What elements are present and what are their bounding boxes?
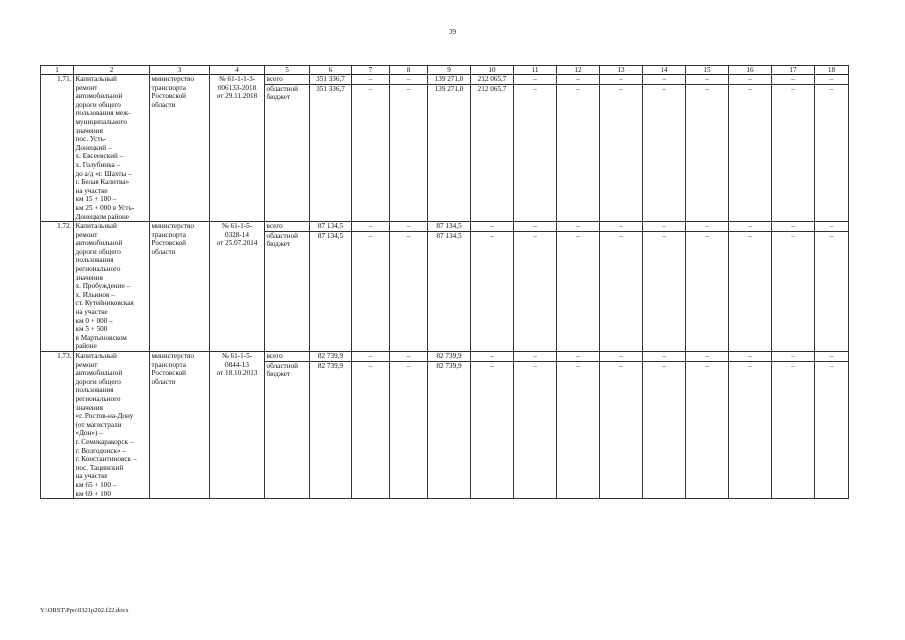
amount-cell: 87 134,5 [428, 231, 471, 351]
object-name-line: км 0 + 000 – [75, 316, 113, 325]
amount-cell: 212 065,7 [471, 84, 514, 222]
amount-cell: – [390, 84, 428, 222]
expertise-doc-line: № 61-1-5- [221, 352, 253, 360]
object-name-line: км 15 + 180 – [75, 195, 117, 204]
object-name-line: г. Белая Калитва» [75, 178, 130, 187]
object-name-line: км 65 + 100 – [75, 480, 117, 489]
object-name-line: км 5 + 500 [75, 325, 108, 334]
object-name-line: пользования [75, 386, 114, 395]
object-name-line: дороги общего [75, 247, 121, 256]
funding-source [265, 361, 310, 499]
object-name-line: «Дон») – [75, 429, 103, 438]
amount-cell: – [772, 231, 815, 351]
object-name-line: автомобильной [75, 369, 123, 378]
object-name-line: значения [75, 403, 103, 412]
object-name-line: г. Семикаракорск – [75, 437, 134, 446]
object-name-line: (от магистрали [75, 420, 122, 429]
amount-cell: 139 271,0 [428, 75, 471, 85]
amount-cell: 82 739,9 [310, 361, 352, 499]
funding-source [265, 231, 310, 351]
amount-cell: – [729, 231, 772, 351]
object-name-line: значения [75, 273, 103, 282]
amount-cell: – [686, 231, 729, 351]
amount-cell: – [643, 352, 686, 362]
customer [150, 75, 210, 222]
amount-cell: – [729, 84, 772, 222]
amount-cell: – [557, 352, 600, 362]
amount-cell: 212 065,7 [471, 75, 514, 85]
amount-cell: – [514, 352, 557, 362]
amount-cell: 87 134,5 [310, 222, 352, 232]
customer-line: области [151, 377, 176, 386]
funding-source-line: бюджет [266, 240, 291, 249]
column-header: 12 [557, 66, 600, 75]
table-row [41, 222, 849, 232]
amount-cell: – [815, 75, 849, 85]
object-name-line: ремонт [75, 230, 98, 239]
object-name-line: Капитальный [75, 352, 117, 360]
customer-line: транспорта [151, 360, 186, 369]
object-name-line: на участке [75, 186, 108, 195]
object-name-line: г. Константиновск – [75, 455, 137, 464]
amount-cell: – [557, 231, 600, 351]
expertise-doc [210, 352, 265, 499]
funding-source-line: областной [266, 84, 298, 93]
object-name-line: на участке [75, 308, 108, 317]
column-header: 11 [514, 66, 557, 75]
object-name-line: ст. Кутейниковская [75, 299, 134, 308]
table-row [41, 352, 849, 362]
amount-cell: – [729, 352, 772, 362]
expertise-doc-line: от 25.07.2014 [216, 239, 258, 248]
amount-cell: – [815, 352, 849, 362]
table-row [41, 75, 849, 85]
header-row [41, 66, 849, 75]
amount-cell: – [643, 75, 686, 85]
object-name [74, 352, 150, 499]
amount-cell: – [600, 84, 643, 222]
amount-cell: – [600, 352, 643, 362]
expertise-doc-line: 0328-14 [225, 230, 249, 239]
page-number: 39 [449, 28, 456, 36]
amount-cell: – [514, 222, 557, 232]
expertise-doc-line: 0844-13 [225, 360, 249, 369]
customer [150, 222, 210, 352]
amount-cell: – [352, 75, 390, 85]
expertise-doc-line: от 18.10.2013 [216, 369, 258, 378]
object-name-line: ремонт [75, 83, 98, 92]
amount-cell: – [686, 75, 729, 85]
object-name-line: районе [75, 342, 97, 351]
table-body [41, 75, 849, 499]
customer-line: области [151, 100, 176, 109]
funding-source-line: областной [266, 231, 298, 240]
expertise-doc-line: № 61-1-5- [221, 222, 253, 231]
object-name [74, 222, 150, 352]
amount-cell: – [772, 84, 815, 222]
amount-cell: – [686, 352, 729, 362]
amount-cell: – [686, 222, 729, 232]
amount-cell: – [600, 75, 643, 85]
amount-cell: – [643, 231, 686, 351]
amount-cell: – [352, 84, 390, 222]
row-number: 1.72. [41, 222, 74, 352]
expertise-doc-line: от 29.11.2018 [216, 92, 258, 101]
expertise-doc [210, 222, 265, 352]
amount-cell: – [686, 361, 729, 499]
object-name-line: регионального [75, 265, 121, 274]
amount-cell: – [815, 222, 849, 232]
amount-cell: – [772, 222, 815, 232]
amount-cell: 139 271,0 [428, 84, 471, 222]
object-name-line: х. Пробуждение – [75, 282, 131, 291]
column-header: 18 [815, 66, 849, 75]
expertise-doc-line: № 61-1-1-3- [218, 75, 256, 83]
column-header: 10 [471, 66, 514, 75]
amount-cell: 82 739,9 [428, 361, 471, 499]
amount-cell: – [390, 231, 428, 351]
expertise-doc-line: 006133-2018 [217, 83, 257, 92]
amount-cell: – [557, 84, 600, 222]
column-header: 3 [150, 66, 210, 75]
row-number: 1.73. [41, 352, 74, 499]
object-name [74, 75, 150, 222]
object-name-line: автомобильной [75, 239, 123, 248]
funding-source-line: бюджет [266, 93, 291, 102]
object-name-line: х. Ильинов – [75, 290, 115, 299]
object-name-line: г. Волгодонск» – [75, 446, 127, 455]
amount-cell: – [729, 361, 772, 499]
customer-line: Ростовской [151, 369, 187, 378]
customer-line: министерство [151, 352, 194, 360]
amount-cell: – [600, 222, 643, 232]
amount-cell: – [600, 231, 643, 351]
amount-cell: – [352, 361, 390, 499]
object-name-line: пользования меж- [75, 109, 131, 118]
amount-cell: – [471, 222, 514, 232]
amount-cell: – [600, 361, 643, 499]
customer-line: министерство [151, 75, 194, 83]
amount-cell: – [471, 361, 514, 499]
customer-line: министерство [151, 222, 194, 231]
amount-cell: 82 739,9 [428, 352, 471, 362]
amount-cell: 87 134,5 [310, 231, 352, 351]
column-header: 5 [265, 66, 310, 75]
object-name-line: Капитальный [75, 75, 117, 83]
column-header: 13 [600, 66, 643, 75]
customer-line: транспорта [151, 230, 186, 239]
amount-cell: – [815, 361, 849, 499]
amount-cell: – [557, 75, 600, 85]
amount-cell: – [643, 222, 686, 232]
object-name-line: пользования [75, 256, 114, 265]
amount-cell: – [352, 222, 390, 232]
column-header: 16 [729, 66, 772, 75]
amount-cell: – [471, 231, 514, 351]
program-table [40, 65, 849, 499]
column-header: 4 [210, 66, 265, 75]
object-name-line: дороги общего [75, 100, 121, 109]
customer-line: Ростовской [151, 239, 187, 248]
amount-cell: – [643, 361, 686, 499]
amount-cell: – [772, 75, 815, 85]
funding-source-line: областной [266, 361, 298, 370]
amount-cell: 87 134,5 [428, 222, 471, 232]
customer-line: области [151, 247, 176, 256]
object-name-line: км 25 + 000 в Усть- [75, 203, 135, 212]
object-name-line: Капитальный [75, 222, 117, 231]
object-name-line: Донецком районе [75, 212, 130, 221]
funding-source: всего [265, 222, 310, 232]
object-name-line: «г. Ростов-на-Дону [75, 412, 134, 421]
customer-line: транспорта [151, 83, 186, 92]
object-name-line: х. Евсеевский – [75, 152, 124, 161]
amount-cell: – [352, 231, 390, 351]
amount-cell: 82 739,9 [310, 352, 352, 362]
funding-source: всего [265, 75, 310, 85]
funding-source-line: бюджет [266, 370, 291, 379]
amount-cell: – [729, 75, 772, 85]
expertise-doc [210, 75, 265, 222]
amount-cell: – [643, 84, 686, 222]
file-path-footer: Y:\ORST\Ppo\0321p202.f22.docx [40, 607, 129, 614]
object-name-line: ремонт [75, 360, 98, 369]
amount-cell: – [772, 352, 815, 362]
column-header: 1 [41, 66, 74, 75]
amount-cell: – [815, 231, 849, 351]
object-name-line: км 69 + 100 [75, 489, 111, 498]
object-name-line: регионального [75, 394, 121, 403]
column-header: 15 [686, 66, 729, 75]
object-name-line: муниципального [75, 117, 127, 126]
column-header: 6 [310, 66, 352, 75]
object-name-line: пос. Усть- [75, 135, 107, 144]
amount-cell: 351 336,7 [310, 84, 352, 222]
row-number: 1.71. [41, 75, 74, 222]
object-name-line: в Мартыновском [75, 333, 127, 342]
funding-source: всего [265, 352, 310, 362]
object-name-line: х. Голубинка – [75, 160, 121, 169]
object-name-line: на участке [75, 472, 108, 481]
object-name-line: автомобильной [75, 92, 123, 101]
object-name-line: Донецкий – [75, 143, 112, 152]
column-header: 7 [352, 66, 390, 75]
amount-cell: 351 336,7 [310, 75, 352, 85]
amount-cell: – [390, 361, 428, 499]
object-name-line: дороги общего [75, 377, 121, 386]
amount-cell: – [514, 231, 557, 351]
amount-cell: – [514, 84, 557, 222]
object-name-line: пос. Тацинский [75, 463, 124, 472]
amount-cell: – [557, 222, 600, 232]
column-header: 14 [643, 66, 686, 75]
column-header: 9 [428, 66, 471, 75]
amount-cell: – [815, 84, 849, 222]
customer [150, 352, 210, 499]
amount-cell: – [352, 352, 390, 362]
amount-cell: – [686, 84, 729, 222]
object-name-line: до а/д «г. Шахты – [75, 169, 132, 178]
amount-cell: – [557, 361, 600, 499]
object-name-line: значения [75, 126, 103, 135]
column-header: 8 [390, 66, 428, 75]
customer-line: Ростовской [151, 92, 187, 101]
amount-cell: – [772, 361, 815, 499]
funding-source [265, 84, 310, 222]
amount-cell: – [390, 222, 428, 232]
amount-cell: – [390, 75, 428, 85]
column-header: 17 [772, 66, 815, 75]
amount-cell: – [471, 352, 514, 362]
column-header: 2 [74, 66, 150, 75]
amount-cell: – [514, 361, 557, 499]
amount-cell: – [390, 352, 428, 362]
amount-cell: – [514, 75, 557, 85]
amount-cell: – [729, 222, 772, 232]
